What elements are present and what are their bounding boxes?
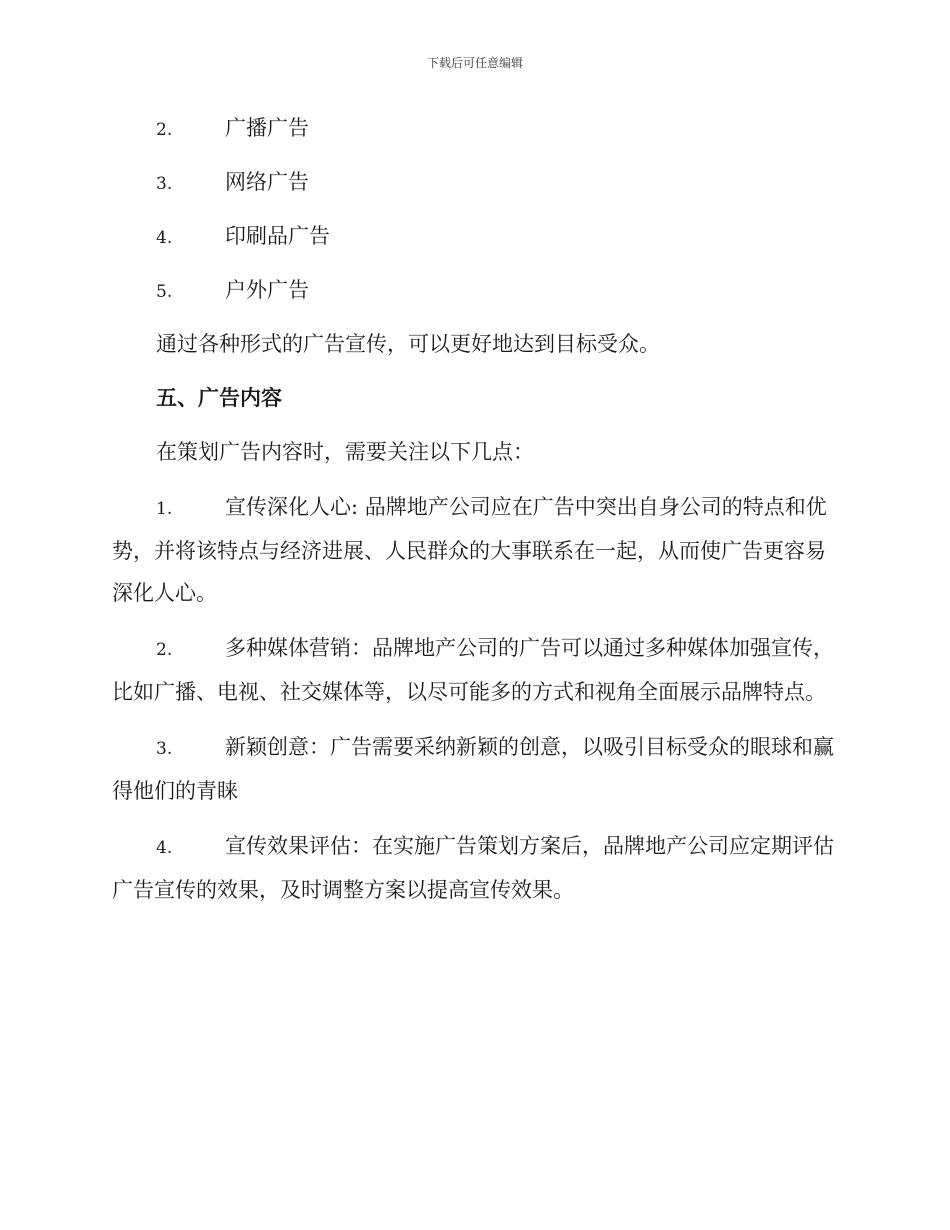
- list-number: 3.: [156, 739, 173, 759]
- summary-paragraph: 通过各种形式的广告宣传，可以更好地达到目标受众。: [156, 332, 660, 356]
- list-text: 宣传深化人心: 品牌地产公司应在广告中突出自身公司的特点和优势，并将该特点与经济进展、人民群众的大事联系在一起，从而使广告更容易深化人心。: [112, 495, 827, 605]
- list-number: 2.: [156, 120, 173, 140]
- list-number: 1.: [156, 499, 173, 519]
- document-body: [112, 108, 834, 924]
- list-text: 新颖创意：广告需要采纳新颖的创意，以吸引目标受众的眼球和赢得他们的青睐: [112, 735, 834, 803]
- list-text: 多种媒体营销：品牌地产公司的广告可以通过多种媒体加强宣传，比如广播、电视、社交媒体等，以尽可能多的方式和视角全面展示品牌特点。: [112, 636, 834, 704]
- content-list-item: [112, 825, 834, 911]
- list-number: 4.: [156, 838, 173, 858]
- section-heading: 五、广告内容: [156, 385, 282, 410]
- list-item: [112, 216, 834, 270]
- list-item: [112, 108, 834, 162]
- list-number: 3.: [156, 174, 173, 194]
- list-text: 印刷品广告: [225, 224, 330, 248]
- section-intro: 在策划广告内容时，需要关注以下几点：: [156, 440, 534, 464]
- list-number: 4.: [156, 228, 173, 248]
- list-item: [112, 162, 834, 216]
- list-text: 网络广告: [225, 170, 309, 194]
- content-list-item: [112, 486, 834, 614]
- list-text: 户外广告: [225, 278, 309, 302]
- list-number: 2.: [156, 640, 173, 660]
- list-text: 宣传效果评估：在实施广告策划方案后，品牌地产公司应定期评估广告宣传的效果，及时调整方案以提高宣传效果。: [112, 834, 834, 902]
- content-list-item: [112, 627, 834, 713]
- page-header-note: 下载后可任意编辑: [426, 56, 523, 70]
- list-number: 5.: [156, 282, 173, 302]
- list-text: 广播广告: [225, 116, 309, 140]
- list-item: [112, 270, 834, 324]
- content-list-item: [112, 726, 834, 812]
